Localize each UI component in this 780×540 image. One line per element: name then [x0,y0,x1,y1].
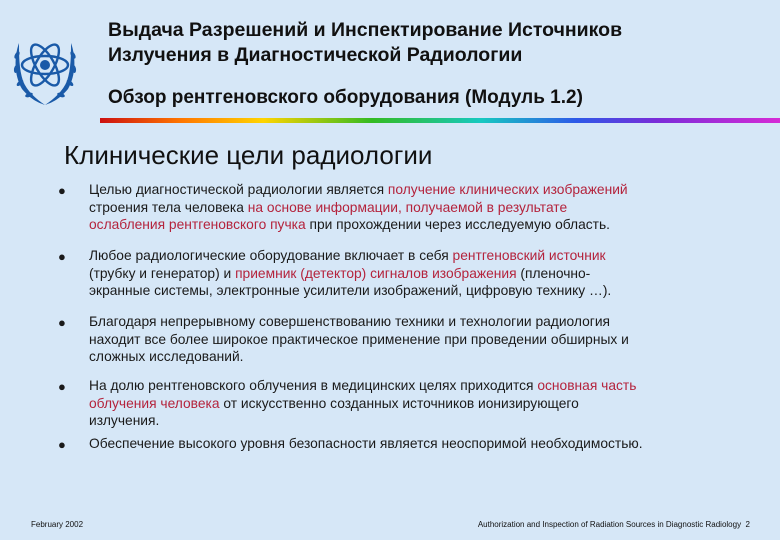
highlighted-text: рентгеновский источник [452,248,606,263]
section-heading: Клинические цели радиологии [64,140,433,170]
text-run: строения тела человека [89,199,244,215]
text-run: от искусственно созданных источников ионизирующего [219,395,579,411]
bullet-line [89,395,636,413]
slide-subtitle: Обзор рентгеновского оборудования (Модуль 1.2) [108,87,583,108]
text-run: Целью диагностической радиологии является [89,182,388,197]
footer-course-title: Authorization and Inspection of Radiation Sources in Diagnostic Radiology [477,520,742,529]
bullet-item [58,181,628,234]
bullet-marker: ● [58,315,66,330]
bullet-line: Обеспечение высокого уровня безопасности является неоспоримой необходимостью. [89,436,643,451]
bullet-item [58,247,611,300]
rainbow-divider [100,118,780,123]
bullet-item [58,313,629,366]
bullet-line [89,377,636,395]
text-run: при прохождении через исследуемую область. [305,217,611,233]
bullet-item [58,377,636,430]
bullet-marker: ● [58,437,66,452]
highlighted-text: облучения человека [89,395,220,411]
highlighted-text: ослабления рентгеновского пучка [89,217,306,233]
bullet-line: экранные системы, электронные усилители изображений, цифровую технику …). [89,283,612,299]
highlighted-text: на основе информации, получаемой в результате [243,199,568,215]
slide-title [108,18,768,68]
highlighted-text: приемник (детектор) сигналов изображения [235,265,517,281]
text-run: Любое радиологические оборудование включает в себя [89,248,453,263]
page-number: 2 [745,520,750,529]
bullet-line [89,216,628,234]
bullet-marker: ● [58,183,66,198]
bullet-item [58,435,643,453]
text-run: (трубку и генератор) и [89,265,236,281]
text-run: На долю рентгеновского облучения в медицинских целях приходится [89,378,538,393]
bullet-line [89,247,611,265]
bullet-line: находит все более широкое практическое применение при проведении обширных и [89,331,629,347]
title-line-1: Выдача Разрешений и Инспектирование Источников [108,19,623,41]
bullet-line: излучения. [89,413,160,429]
title-line-2: Излучения в Диагностической Радиологии [108,44,523,66]
bullet-line [89,265,611,283]
bullet-marker: ● [58,249,66,264]
highlighted-text: основная часть [537,378,637,393]
bullet-line [89,199,628,217]
footer-course-info [478,520,750,529]
highlighted-text: получение клинических изображений [387,182,628,197]
bullet-line [89,181,628,199]
bullet-line: Благодаря непрерывному совершенствованию техники и технологии радиология [89,314,611,329]
bullet-marker: ● [58,379,66,394]
bullet-line: сложных исследований. [89,349,244,365]
iaea-logo-icon [10,25,80,110]
text-run: (пленочно- [516,265,591,281]
footer-date: February 2002 [31,520,84,529]
